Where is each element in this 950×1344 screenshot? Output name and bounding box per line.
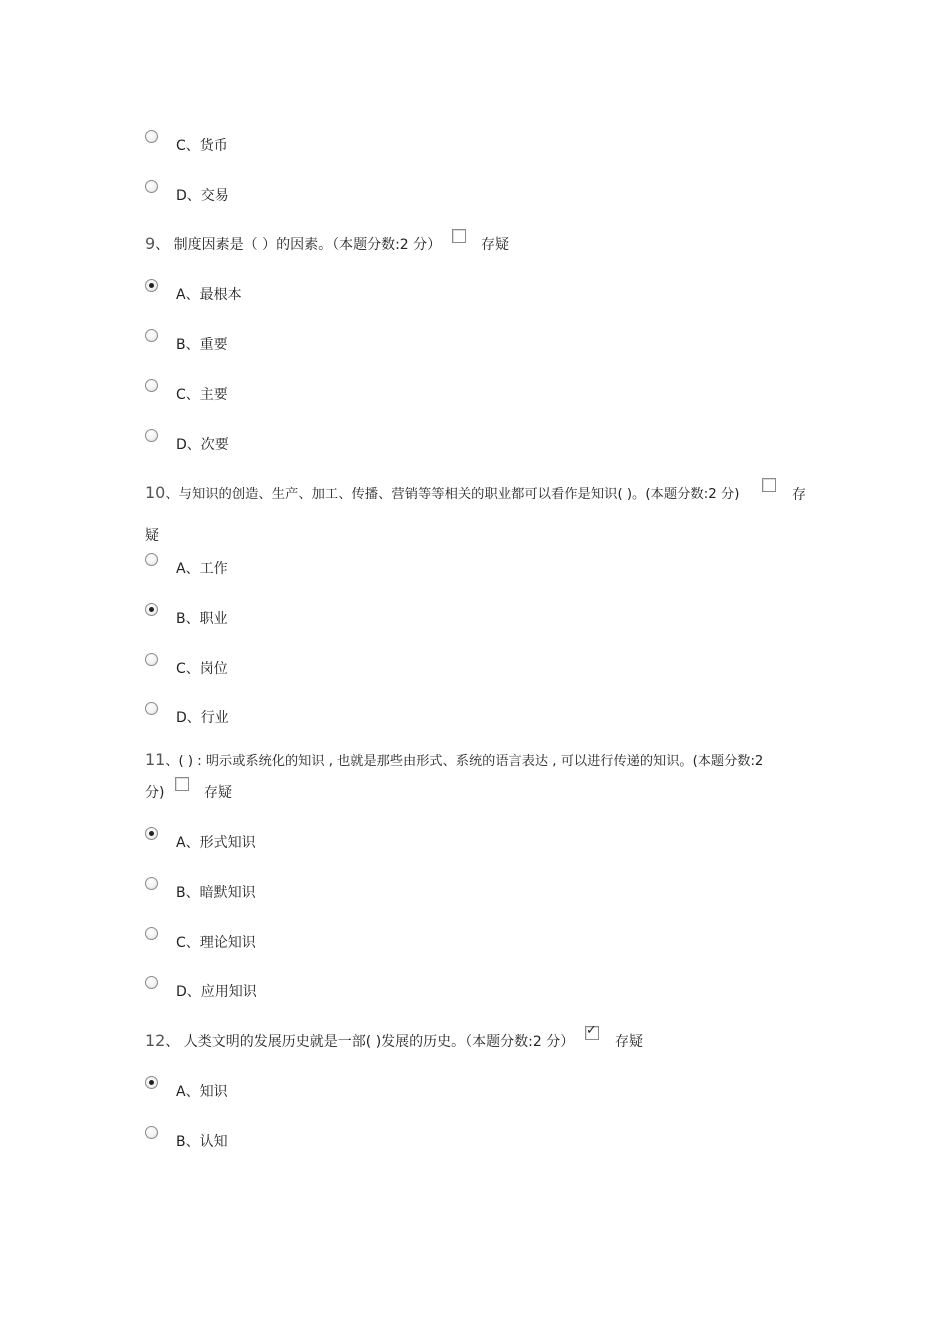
question-12-text bbox=[145, 1032, 574, 1051]
option-label: C、主要 bbox=[176, 387, 228, 403]
option-label: C、货币 bbox=[176, 138, 228, 154]
doubt-checkbox[interactable] bbox=[762, 478, 776, 492]
option-label: A、工作 bbox=[176, 561, 228, 577]
radio-button[interactable] bbox=[145, 553, 158, 566]
question-11-text-line2 bbox=[145, 784, 164, 802]
doubt-checkbox[interactable] bbox=[175, 777, 189, 791]
question-number: 10 bbox=[145, 483, 166, 502]
radio-button[interactable] bbox=[145, 877, 158, 890]
radio-button[interactable] bbox=[145, 130, 158, 143]
question-number: 12 bbox=[145, 1031, 166, 1050]
radio-button[interactable] bbox=[145, 329, 158, 342]
radio-button[interactable] bbox=[145, 379, 158, 392]
option-label: A、最根本 bbox=[176, 287, 242, 303]
radio-button-selected[interactable] bbox=[145, 279, 158, 292]
question-stem-continued: 分) bbox=[145, 785, 165, 801]
question-stem: 、 制度因素是（ ）的因素。（本题分数:2 分） bbox=[155, 237, 442, 253]
option-label: B、职业 bbox=[176, 611, 228, 627]
option-label: A、知识 bbox=[176, 1084, 228, 1100]
radio-button[interactable] bbox=[145, 180, 158, 193]
option-label: D、行业 bbox=[176, 710, 229, 726]
question-11-text-line1 bbox=[145, 751, 763, 771]
doubt-label-part1: 存 bbox=[792, 487, 806, 503]
option-label: B、暗默知识 bbox=[176, 885, 256, 901]
radio-button[interactable] bbox=[145, 1126, 158, 1139]
option-label: C、理论知识 bbox=[176, 935, 256, 951]
option-label: D、次要 bbox=[176, 437, 229, 453]
radio-button[interactable] bbox=[145, 976, 158, 989]
radio-button-selected[interactable] bbox=[145, 827, 158, 840]
question-stem: 、与知识的创造、生产、加工、传播、营销等等相关的职业都可以看作是知识( )。(本题分数:2 分) bbox=[165, 487, 740, 502]
option-label: C、岗位 bbox=[176, 661, 228, 677]
doubt-label: 存疑 bbox=[204, 785, 232, 801]
radio-button-selected[interactable] bbox=[145, 1076, 158, 1089]
option-label: A、形式知识 bbox=[176, 835, 256, 851]
doubt-label: 存疑 bbox=[615, 1034, 643, 1050]
option-label: D、交易 bbox=[176, 188, 229, 204]
option-label: B、重要 bbox=[176, 337, 228, 353]
option-label: D、应用知识 bbox=[176, 984, 257, 1000]
question-stem: 、( ) : 明示或系统化的知识 , 也就是那些由形式、系统的语言表达 , 可以进行传递的知识。(本题分数:2 bbox=[165, 754, 764, 769]
doubt-label-part2: 疑 bbox=[145, 528, 159, 544]
doubt-checkbox[interactable] bbox=[452, 229, 466, 243]
question-10-text bbox=[145, 484, 739, 504]
radio-button[interactable] bbox=[145, 927, 158, 940]
doubt-checkbox-checked[interactable] bbox=[585, 1026, 599, 1040]
radio-button[interactable] bbox=[145, 653, 158, 666]
question-9-text bbox=[145, 235, 441, 254]
radio-button-selected[interactable] bbox=[145, 603, 158, 616]
doubt-label: 存疑 bbox=[481, 237, 509, 253]
option-label: B、认知 bbox=[176, 1134, 228, 1150]
radio-button[interactable] bbox=[145, 429, 158, 442]
question-stem: 、 人类文明的发展历史就是一部( )发展的历史。（本题分数:2 分） bbox=[165, 1034, 575, 1050]
question-number: 9 bbox=[145, 234, 156, 253]
radio-button[interactable] bbox=[145, 702, 158, 715]
question-number: 11 bbox=[145, 750, 166, 769]
